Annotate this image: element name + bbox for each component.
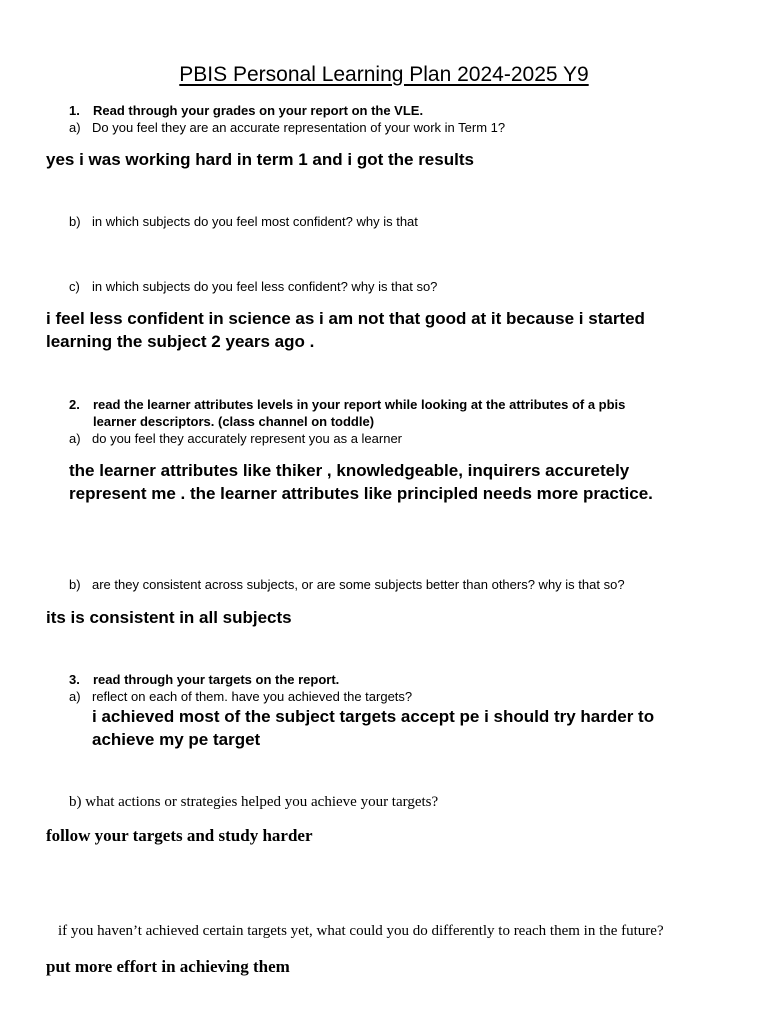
question-1b-marker: b) [69, 214, 81, 229]
section-1-number: 1. [69, 103, 80, 118]
answer-1a: yes i was working hard in term 1 and i got the results [46, 150, 474, 169]
answer-1c-line-1: i feel less confident in science as i am not that good at it because i started [46, 309, 645, 328]
answer-3b: follow your targets and study harder [46, 826, 313, 845]
question-2a-marker: a) [69, 431, 81, 446]
section-2-number: 2. [69, 397, 80, 412]
section-2-heading-line-2: learner descriptors. (class channel on toddle) [93, 414, 375, 429]
question-1b: in which subjects do you feel most confident? why is that [92, 214, 418, 229]
answer-1c-line-2: learning the subject 2 years ago . [46, 332, 315, 351]
section-3-number: 3. [69, 672, 80, 687]
answer-2a-line-1: the learner attributes like thiker , knowledgeable, inquirers accuretely [69, 461, 630, 480]
question-2a: do you feel they accurately represent you as a learner [92, 431, 403, 446]
question-1c-marker: c) [69, 279, 80, 294]
section-2-heading-line-1: read the learner attributes levels in your report while looking at the attributes of a pbis [93, 397, 626, 412]
answer-3a-line-1: i achieved most of the subject targets accept pe i should try harder to [92, 707, 655, 726]
section-1-heading: Read through your grades on your report on the VLE. [93, 103, 424, 118]
question-1a: Do you feel they are an accurate representation of your work in Term 1? [92, 120, 506, 135]
question-2b-marker: b) [69, 577, 81, 592]
answer-2b: its is consistent in all subjects [46, 608, 292, 627]
answer-2a-line-2: represent me . the learner attributes like principled needs more practice. [69, 484, 653, 503]
page-title: PBIS Personal Learning Plan 2024-2025 Y9 [179, 63, 589, 86]
section-3-heading: read through your targets on the report. [93, 672, 340, 687]
question-2b: are they consistent across subjects, or are some subjects better than others? why is that so? [92, 577, 625, 592]
question-3c: if you haven’t achieved certain targets yet, what could you do differently to reach them in the future? [58, 923, 664, 939]
question-3a-marker: a) [69, 689, 81, 704]
answer-3c: put more effort in achieving them [46, 957, 290, 976]
question-3b: b) what actions or strategies helped you achieve your targets? [69, 794, 439, 810]
question-1a-marker: a) [69, 120, 81, 135]
question-1c: in which subjects do you feel less confident? why is that so? [92, 279, 438, 294]
question-3a: reflect on each of them. have you achieved the targets? [92, 689, 413, 704]
answer-3a-line-2: achieve my pe target [92, 730, 261, 749]
